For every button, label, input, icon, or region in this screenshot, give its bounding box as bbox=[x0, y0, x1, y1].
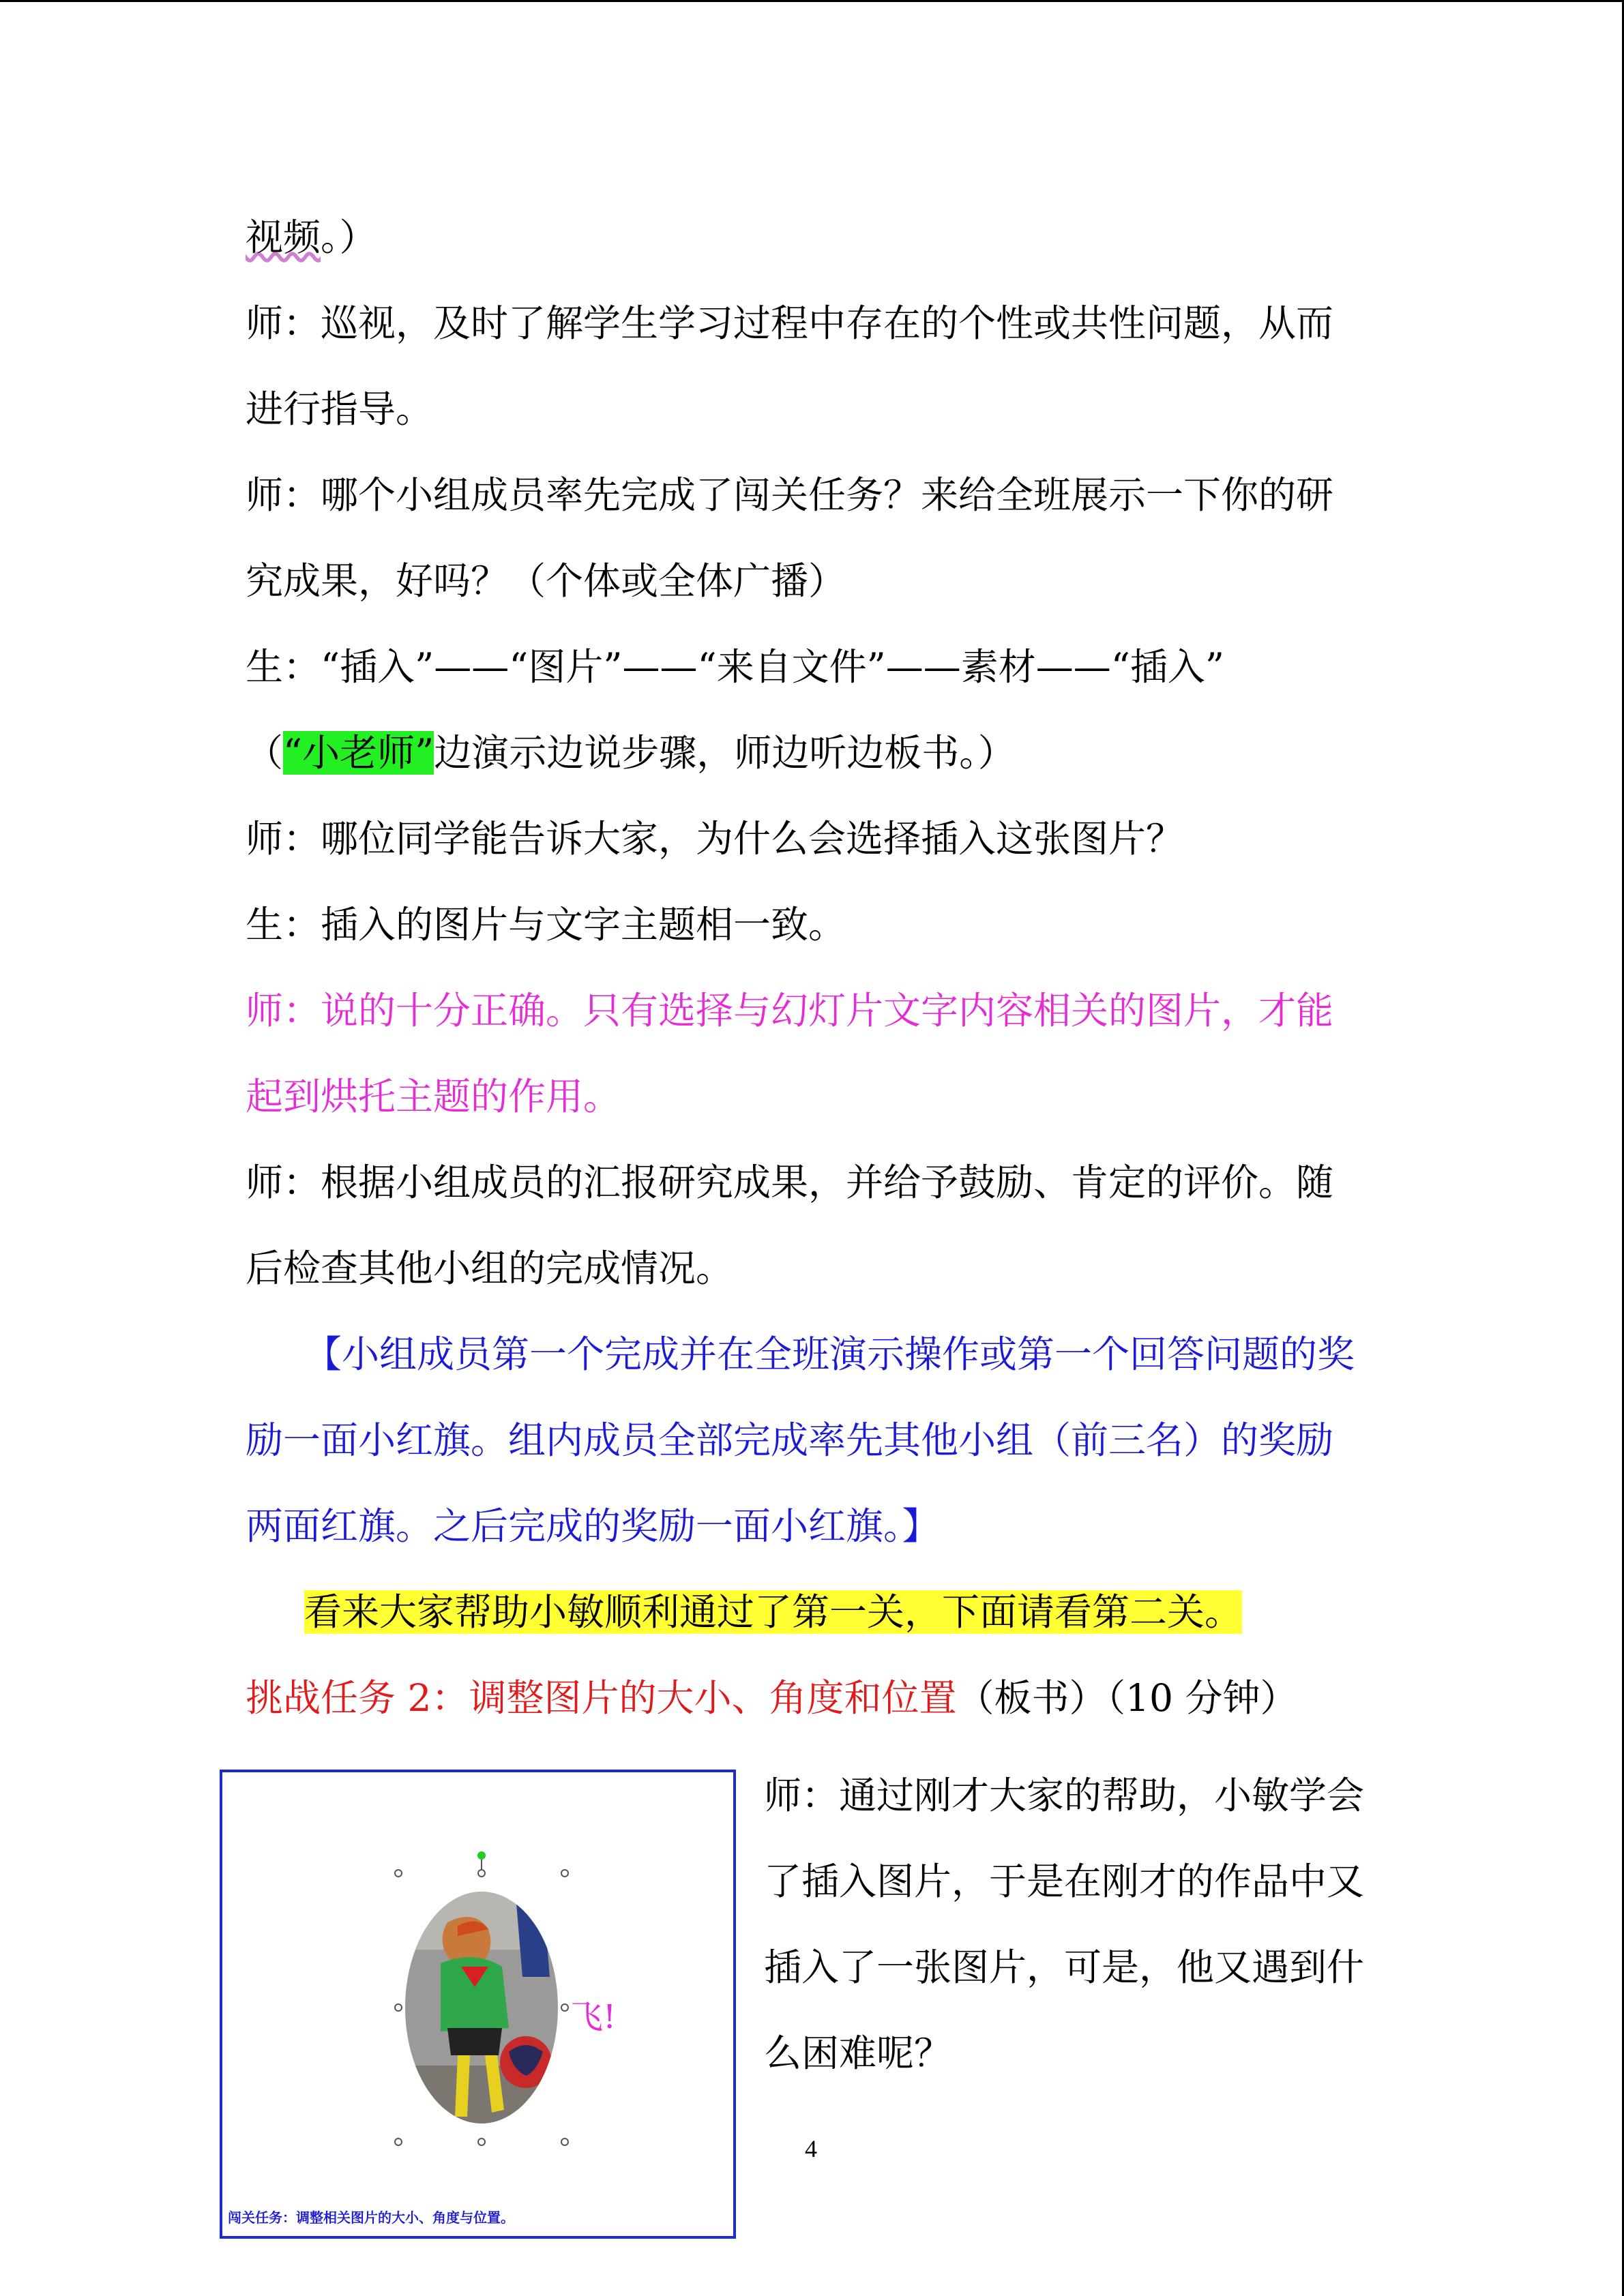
side-line-2: 了插入图片，于是在刚才的作品中又 bbox=[764, 1860, 1365, 1903]
paragraph-15: 励一面小红旗。组内成员全部完成率先其他小组（前三名）的奖励 bbox=[246, 1418, 1334, 1462]
paragraph-12: 师：根据小组成员的汇报研究成果，并给予鼓励、肯定的评价。随 bbox=[246, 1161, 1334, 1204]
paragraph-18: 挑战任务 2：调整图片的大小、角度和位置（板书）（10 分钟） bbox=[246, 1676, 1298, 1720]
top-border bbox=[0, 0, 1624, 2]
paragraph-4: 师：哪个小组成员率先完成了闯关任务？来给全班展示一下你的研 bbox=[246, 473, 1334, 517]
challenge-title: 挑战任务 2：调整图片的大小、角度和位置 bbox=[246, 1676, 957, 1720]
paragraph-1: 视频。） bbox=[246, 215, 377, 259]
partial-slide-text: 飞! bbox=[570, 1998, 617, 2036]
paragraph-7: （“小老师”边演示边说步骤，师边听边板书。） bbox=[246, 731, 1016, 775]
paragraph-14: 【小组成员第一个完成并在全班演示操作或第一个回答问题的奖 bbox=[304, 1332, 1355, 1376]
paragraph-2: 师：巡视，及时了解学生学习过程中存在的个性或共性问题，从而 bbox=[246, 301, 1334, 345]
paragraph-13: 后检查其他小组的完成情况。 bbox=[246, 1247, 734, 1290]
document-body bbox=[246, 194, 1391, 1741]
paragraph-8: 师：哪位同学能告诉大家，为什么会选择插入这张图片？ bbox=[246, 817, 1184, 861]
paragraph-16: 两面红旗。之后完成的奖励一面小红旗。】 bbox=[246, 1504, 940, 1548]
highlight-level-two: 看来大家帮助小敏顺利通过了第一关，下面请看第二关。 bbox=[304, 1590, 1243, 1634]
paragraph-10: 师：说的十分正确。只有选择与幻灯片文字内容相关的图片，才能 bbox=[246, 989, 1334, 1032]
paragraph-5: 究成果，好吗？（个体或全体广播） bbox=[246, 559, 846, 603]
highlight-little-teacher: “小老师” bbox=[283, 731, 434, 775]
rotate-handle-icon bbox=[477, 1851, 486, 1860]
image-caption: 闯关任务：调整相关图片的大小、角度与位置。 bbox=[228, 2209, 514, 2226]
paragraph-6: 生：“插入”——“图片”——“来自文件”——素材——“插入” bbox=[246, 645, 1224, 689]
text-video: 视频 bbox=[246, 215, 321, 259]
paragraph-9: 生：插入的图片与文字主题相一致。 bbox=[246, 903, 846, 946]
side-line-1: 师：通过刚才大家的帮助，小敏学会 bbox=[764, 1774, 1365, 1817]
photo-illustration bbox=[222, 1772, 733, 2188]
boy-playing-football-photo bbox=[400, 1888, 563, 2127]
slide-screenshot bbox=[220, 1770, 736, 2239]
paragraph-11: 起到烘托主题的作用。 bbox=[246, 1075, 621, 1118]
side-line-3: 插入了一张图片，可是，他又遇到什 bbox=[764, 1945, 1365, 1989]
page-number: 4 bbox=[805, 2135, 817, 2162]
paragraph-17 bbox=[246, 1569, 1391, 1655]
side-paragraphs bbox=[764, 1753, 1398, 2096]
side-line-4: 么困难呢？ bbox=[764, 2031, 952, 2075]
paragraph-3: 进行指导。 bbox=[246, 387, 434, 431]
